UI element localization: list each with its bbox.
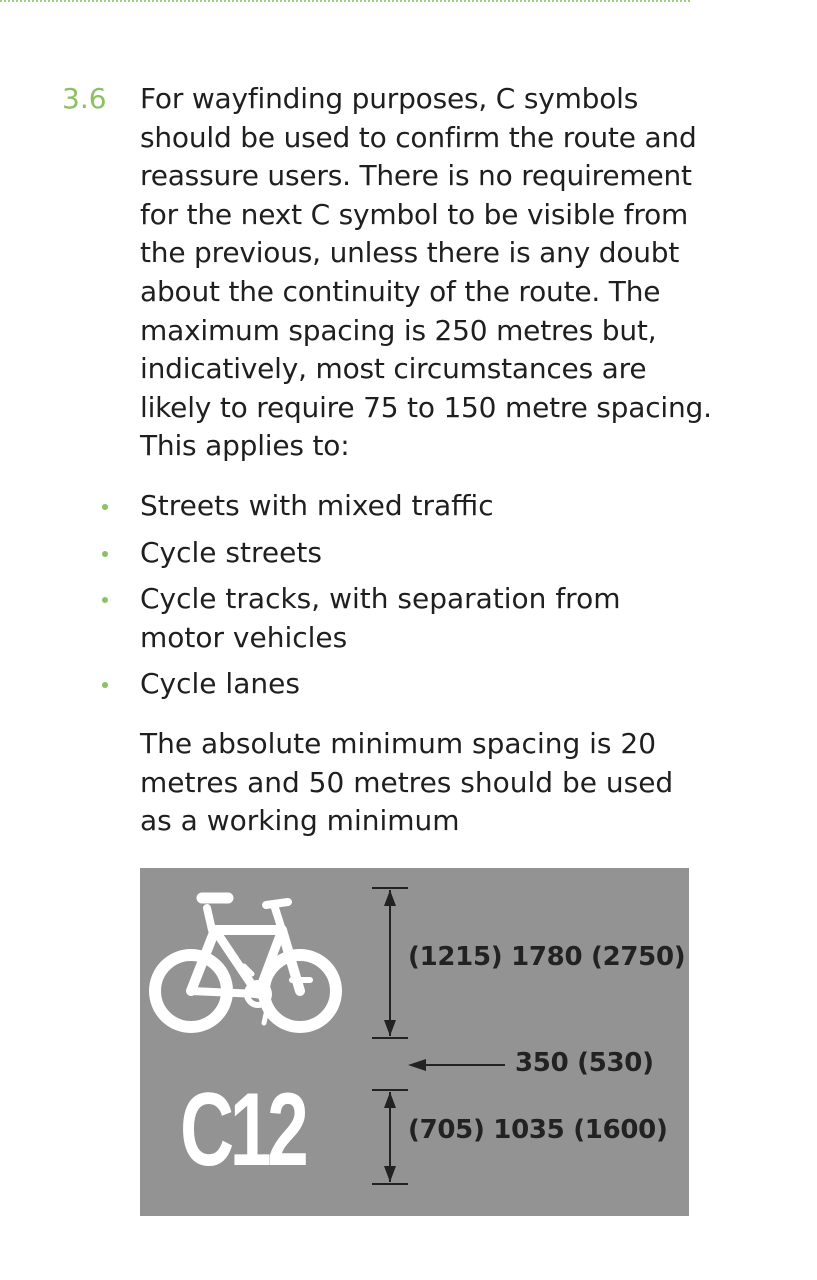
- paragraph-line: This applies to:: [140, 429, 350, 463]
- section-number: 3.6: [62, 82, 107, 115]
- symbol-height-label: (1215) 1780 (2750): [408, 942, 686, 972]
- list-item-text: Cycle streets: [140, 535, 322, 569]
- paragraph-line: should be used to confirm the route and: [140, 120, 697, 154]
- paragraph-line: reassure users. There is no requirement: [140, 159, 692, 193]
- paragraph-line: For wayfinding purposes, C symbols: [140, 82, 639, 115]
- height-dimension-arrow: [372, 888, 408, 1038]
- text-height-label: (705) 1035 (1600): [408, 1115, 668, 1145]
- list-item: [62, 665, 682, 704]
- bicycle-icon: [155, 898, 336, 1027]
- gap-label: 350 (530): [515, 1048, 654, 1078]
- text-height-dimension-arrow: [372, 1090, 408, 1184]
- route-code-marking: C12: [180, 1072, 305, 1188]
- paragraph-line: about the continuity of the route. The: [140, 274, 661, 308]
- top-dotted-rule: [0, 0, 690, 2]
- road-marking-diagram: [140, 868, 689, 1216]
- paragraph-line: for the next C symbol to be visible from: [140, 197, 689, 231]
- list-item-text: Cycle tracks, with separation from: [140, 582, 621, 616]
- paragraph-line: indicatively, most circumstances are: [140, 352, 647, 386]
- section-paragraph: [140, 80, 712, 466]
- paragraph-line: as a working minimum: [140, 804, 460, 838]
- paragraph-line: likely to require 75 to 150 metre spacing.: [140, 390, 712, 424]
- list-item: [62, 534, 682, 573]
- list-item-text: Cycle lanes: [140, 667, 300, 701]
- bullet-dot-icon: [102, 551, 108, 557]
- list-item-text: motor vehicles: [140, 620, 348, 654]
- bullet-dot-icon: [102, 597, 108, 603]
- closing-paragraph: [140, 725, 700, 841]
- paragraph-line: maximum spacing is 250 metres but,: [140, 313, 657, 347]
- list-item: [62, 487, 682, 526]
- paragraph-line: metres and 50 metres should be used: [140, 765, 674, 799]
- gap-arrow: [408, 1059, 505, 1071]
- bullet-dot-icon: [102, 682, 108, 688]
- bullet-dot-icon: [102, 504, 108, 510]
- list-item-text: Streets with mixed traffic: [140, 489, 494, 522]
- paragraph-line: The absolute minimum spacing is 20: [140, 727, 657, 760]
- applies-to-list: [62, 487, 682, 712]
- paragraph-line: the previous, unless there is any doubt: [140, 236, 680, 270]
- list-item: [62, 580, 682, 657]
